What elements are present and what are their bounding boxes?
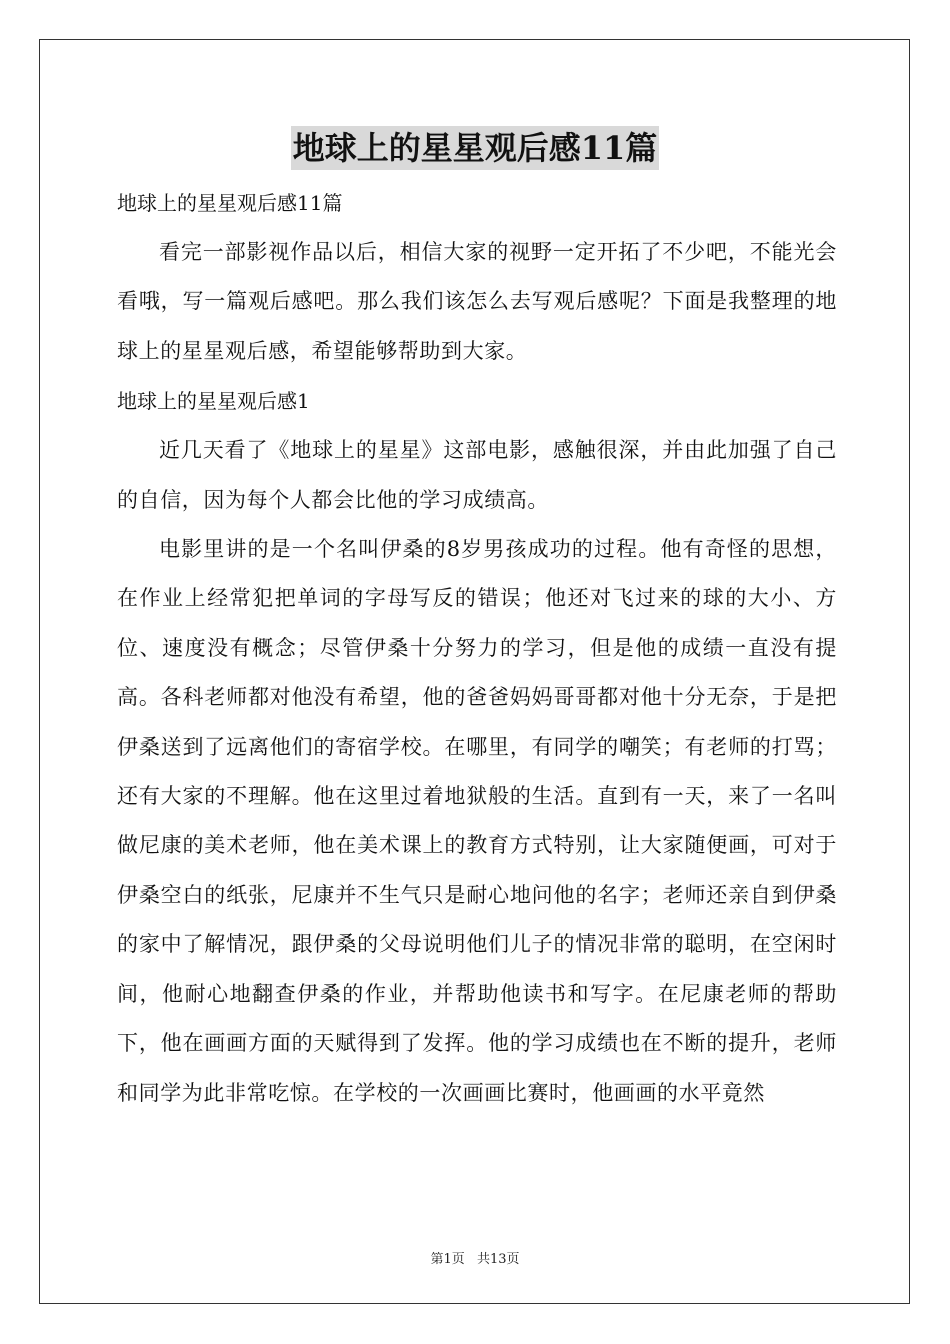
page-footer — [0, 1248, 950, 1267]
section-heading: 地球上的星星观后感1 — [117, 389, 310, 414]
title-container — [0, 126, 950, 170]
body-paragraph-1: 近几天看了《地球上的星星》这部电影，感触很深，并由此加强了自己的自信，因为每个人都会比他的学习成绩高。 — [117, 438, 837, 512]
body-paragraph-2: 电影里讲的是一个名叫伊桑的8岁男孩成功的过程。他有奇怪的思想，在作业上经常犯把单词的字母写反的错误；他还对飞过来的球的大小、方位、速度没有概念；尽管伊桑十分努力的学习，但是他的成绩一直没有提高。各科老师都对他没有希望，他的爸爸妈妈哥哥都对他十分无奈，于是把伊桑送到了远离他们的寄宿学校。在哪里，有同学的嘲笑；有老师的打骂；还有大家的不理解。他在这里过着地狱般的生活。直到有一天，来了一名叫做尼康的美术老师，他在美术课上的教育方式特别，让大家随便画，可对于伊桑空白的纸张，尼康并不生气只是耐心地问他的名字；老师还亲自到伊桑的家中了解情况，跟伊桑的父母说明他们儿子的情况非常的聪明，在空闲时间，他耐心地翻查伊桑的作业，并帮助他读书和写字。在尼康老师的帮助下，他在画画方面的天赋得到了发挥。他的学习成绩也在不断的提升，老师和同学为此非常吃惊。在学校的一次画画比赛时，他画画的水平竟然 — [117, 537, 837, 1105]
page-number-total: 共13页 — [476, 1252, 520, 1267]
intro-paragraph: 看完一部影视作品以后，相信大家的视野一定开拓了不少吧，不能光会看哦，写一篇观后感吧。那么我们该怎么去写观后感呢？下面是我整理的地球上的星星观后感，希望能够帮助到大家。 — [117, 240, 837, 363]
document-body — [117, 178, 837, 1118]
document-title: 地球上的星星观后感11篇 — [291, 126, 660, 170]
document-subtitle: 地球上的星星观后感11篇 — [117, 191, 343, 215]
page-number-current: 第1页 — [430, 1252, 465, 1267]
